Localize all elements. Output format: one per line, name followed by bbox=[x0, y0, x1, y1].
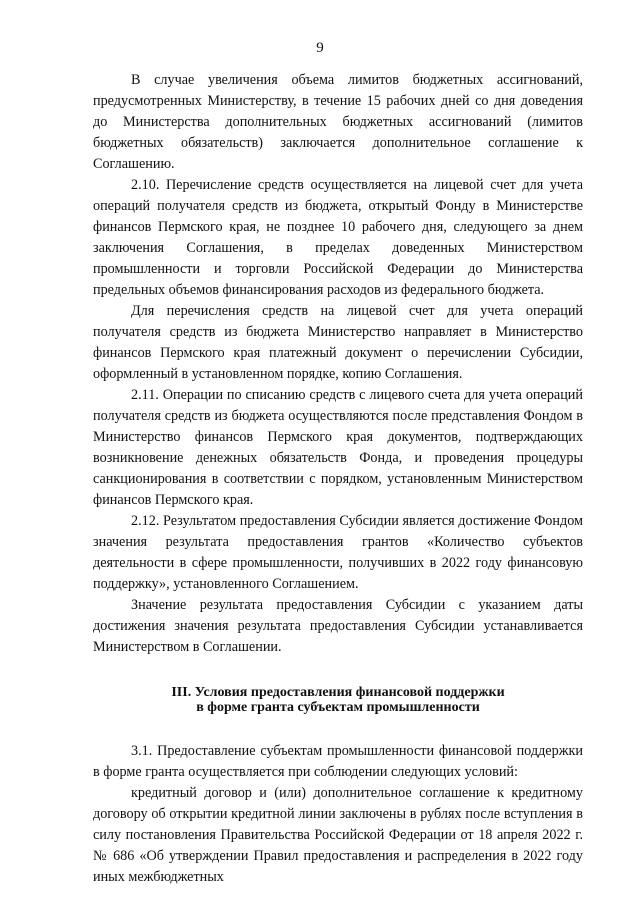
page-number: 9 bbox=[316, 40, 324, 56]
paragraph: кредитный договор и (или) дополнительное соглашение к кредитному договору об открытии кредитной линии заключены в рублях после вступления в силу постановления Правительства Российской Федерации от 18 апреля 2022 г. № 686 «Об утверждении Правил предоставления и распределения в 2022 году иных межбюджетных bbox=[93, 785, 583, 885]
paragraph: 2.12. Результатом предоставления Субсидии является достижение Фондом значения результата предоставления грантов «Количество субъектов деятельности в сфере промышленности, получивших в 2022 году финансовую поддержку», установленного Соглашением. bbox=[93, 513, 583, 592]
paragraph: В случае увеличения объема лимитов бюджетных ассигнований, предусмотренных Министерству, в течение 15 рабочих дней со дня доведения до Министерства дополнительных бюджетных ассигнований (лимитов бюджетных обязательств) заключается дополнительное соглашение к Соглашению. bbox=[93, 72, 583, 172]
paragraph: 2.11. Операции по списанию средств с лицевого счета для учета операций получателя средств из бюджета осуществляются после представления Фондом в Министерство финансов Пермского края документов, подтверждающих возникновение денежных обязательств Фонда, и проведения процедуры санкционирования в соответствии с порядком, установленным Министерством финансов Пермского края. bbox=[93, 387, 583, 508]
paragraph: Значение результата предоставления Субсидии с указанием даты достижения значения результата предоставления Субсидии устанавливается Министерством в Соглашении. bbox=[93, 597, 583, 655]
section-heading-line: III. Условия предоставления финансовой поддержки bbox=[171, 685, 505, 700]
paragraph: Для перечисления средств на лицевой счет для учета операций получателя средств из бюджета Министерство направляет в Министерство финансов Пермского края платежный документ о перечислении Субсидии, оформленный в установленном порядке, копию Соглашения. bbox=[93, 303, 583, 382]
section-heading bbox=[93, 685, 583, 715]
paragraph: 3.1. Предоставление субъектам промышленности финансовой поддержки в форме гранта осуществляется при соблюдении следующих условий: bbox=[93, 743, 583, 780]
document-body bbox=[93, 70, 583, 888]
section-heading-line: в форме гранта субъектам промышленности bbox=[196, 700, 480, 715]
paragraph: 2.10. Перечисление средств осуществляется на лицевой счет для учета операций получателя средств из бюджета, открытый Фонду в Министерстве финансов Пермского края, не позднее 10 рабочего дня, следующего за днем заключения Соглашения, в пределах доведенных Министерством промышленности и торговли Российской Федерации до Министерства предельных объемов финансирования расходов из федерального бюджета. bbox=[93, 177, 583, 298]
